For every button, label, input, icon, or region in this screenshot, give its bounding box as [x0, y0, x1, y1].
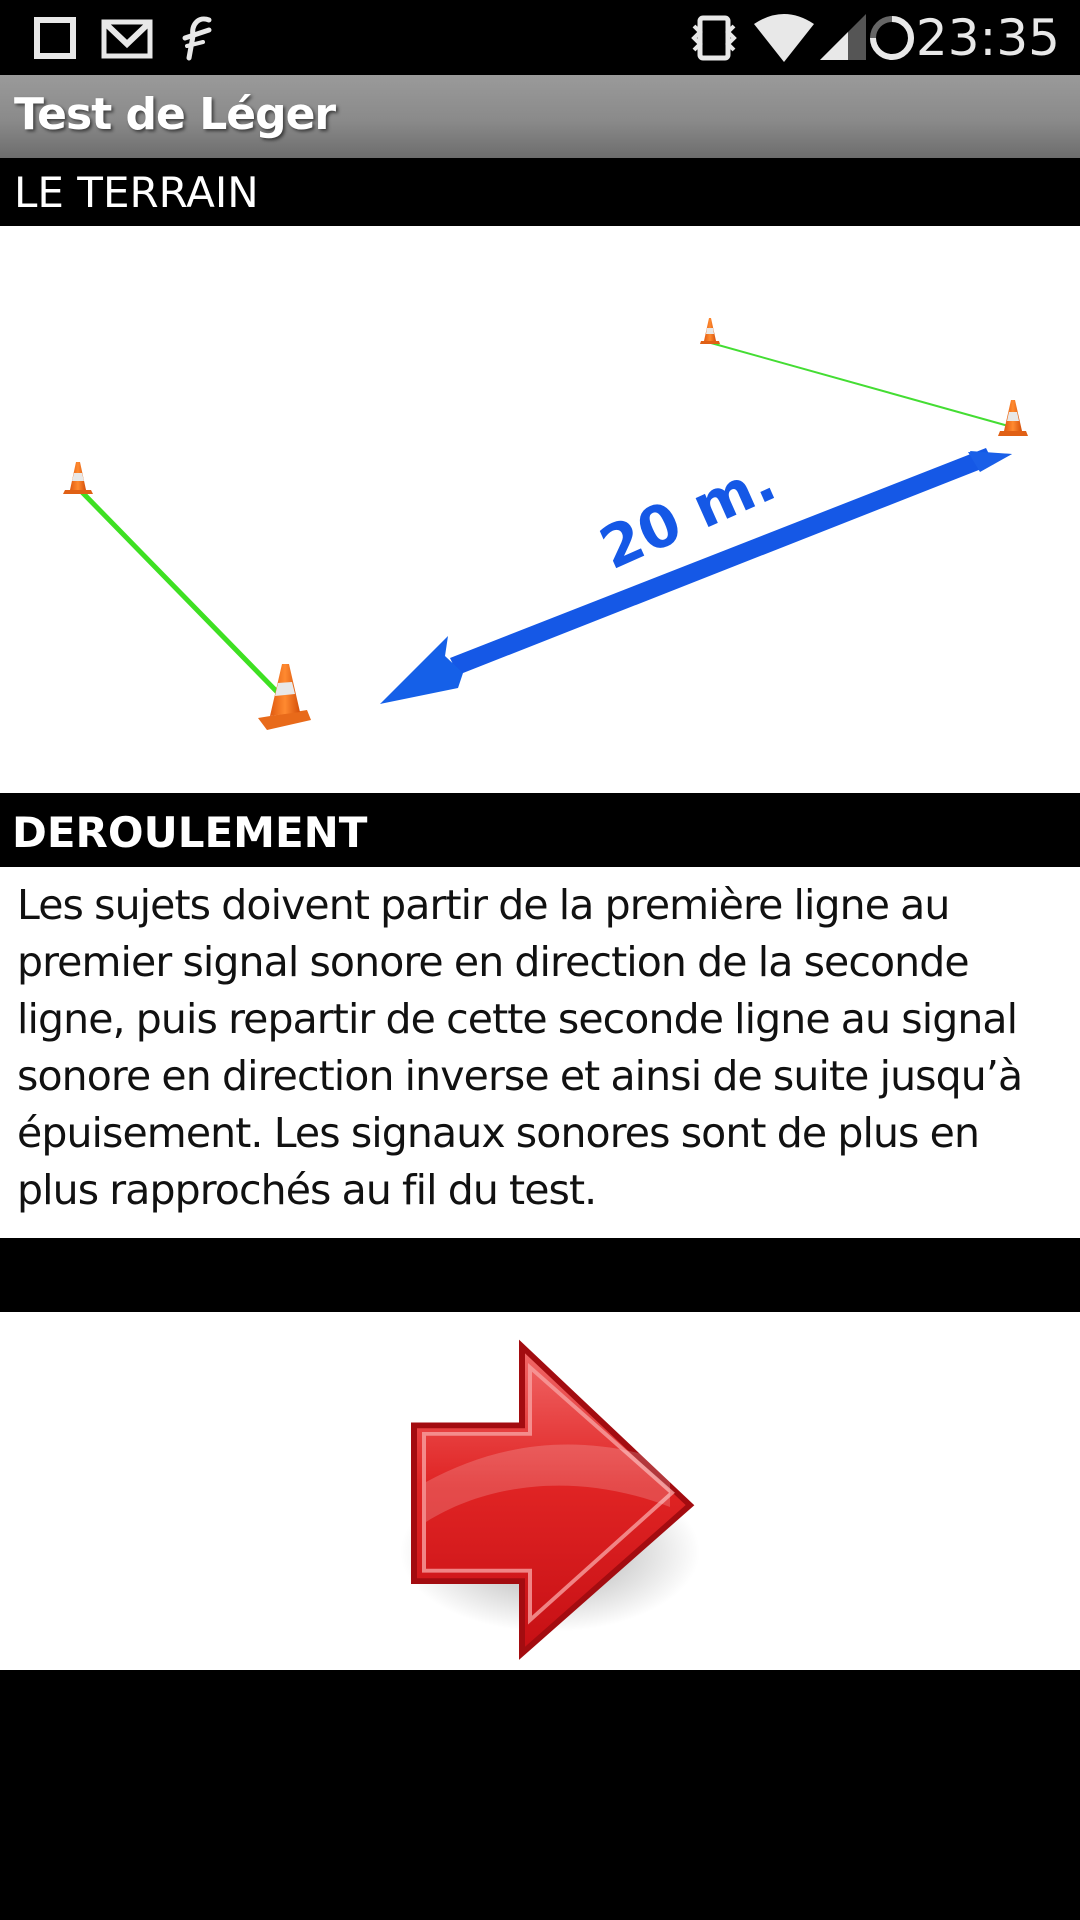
- cone-icon: [998, 400, 1028, 436]
- cone-icon: [258, 664, 311, 730]
- cone-icon: [63, 462, 93, 494]
- deroulement-description: Les sujets doivent partir de la première ligne au premier signal sonore en direction de la seconde ligne, puis repartir de cette seconde ligne au signal sonore en direction inverse et ainsi de suite jusqu’à épuisement. Les signaux sonores sont de plus en plus rapprochés au fil du test.: [17, 881, 1023, 1214]
- left-start-line: [78, 488, 283, 698]
- gmail-icon: [100, 12, 156, 64]
- app-f-notification-icon: [175, 12, 221, 64]
- wifi-icon: [752, 12, 816, 64]
- distance-label: 20 m.: [590, 446, 786, 583]
- square-notification-icon: [30, 12, 82, 64]
- terrain-diagram: [0, 226, 1080, 793]
- vibrate-icon: [690, 12, 738, 64]
- red-arrow-right-icon: [380, 1332, 710, 1662]
- divider-band: [0, 1238, 1080, 1312]
- app-title: Test de Léger: [14, 89, 336, 140]
- cone-icon: [700, 318, 720, 344]
- next-button[interactable]: [380, 1332, 710, 1662]
- deroulement-header: DEROULEMENT: [0, 793, 1080, 867]
- right-finish-line: [711, 343, 1012, 427]
- signal-icon: [818, 12, 868, 64]
- status-bar: [0, 0, 1080, 75]
- next-panel: [0, 1312, 1080, 1670]
- status-time: 23:35: [915, 9, 1060, 67]
- sync-circle-icon: [866, 12, 918, 64]
- terrain-illustration: [0, 226, 1080, 793]
- terrain-header: LE TERRAIN: [0, 158, 1080, 226]
- bottom-empty-area: [0, 1670, 1080, 1920]
- app-bar: [0, 75, 1080, 158]
- deroulement-panel: [0, 867, 1080, 1238]
